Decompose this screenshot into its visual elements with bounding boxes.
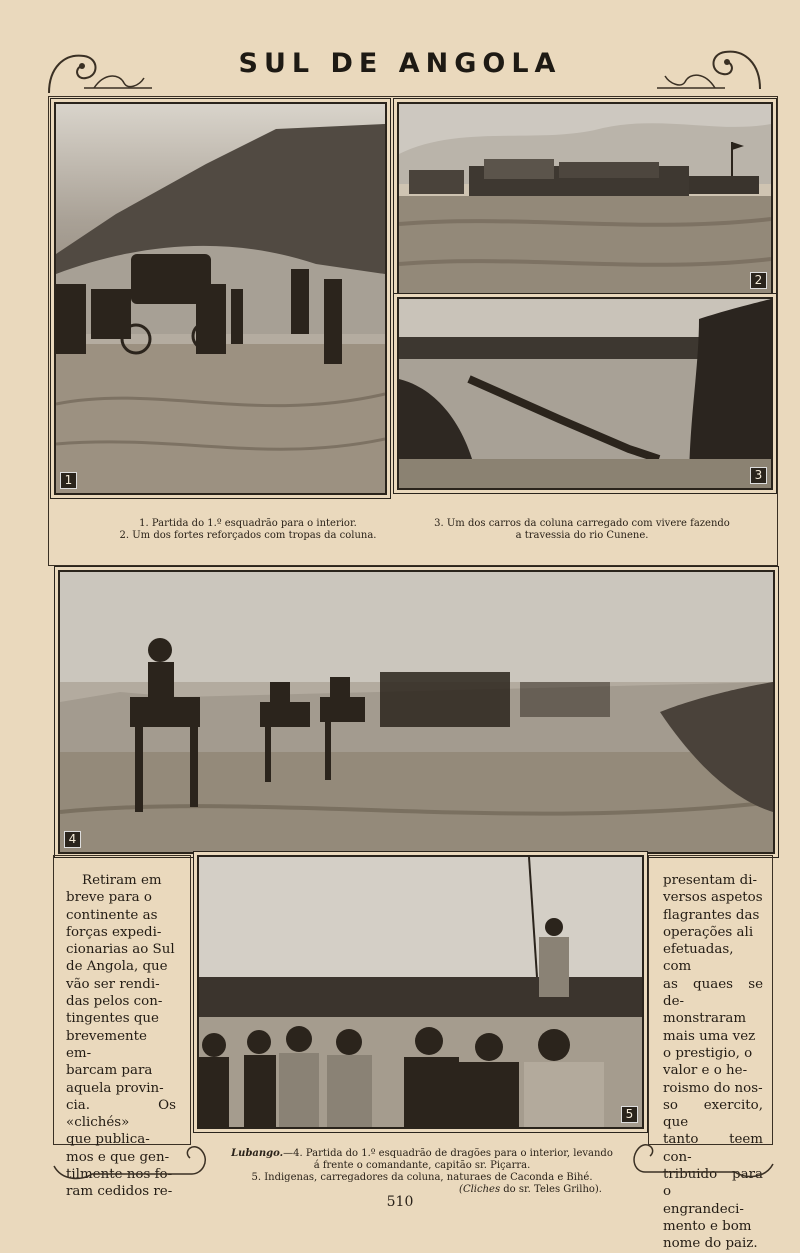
article-line: tingentes que <box>66 1011 159 1027</box>
article-line: continente as <box>66 907 158 923</box>
article-line: efetuadas, com <box>663 942 734 975</box>
right-scroll-ornament-icon <box>655 44 765 94</box>
article-line: forças expedi- <box>66 924 162 940</box>
caption-5-text: 5. Indigenas, carregadores da coluna, naturaes de Caconda e Bihé. <box>251 1172 593 1183</box>
photo-4 <box>58 570 775 854</box>
caption-4-line2: á frente o comandante, capitão sr. Piçarra. <box>313 1160 531 1171</box>
article-line: vão ser rendi- <box>66 976 160 992</box>
article-line: Retiram em <box>82 873 162 888</box>
article-line: tilmente nos fo- <box>66 1167 173 1183</box>
article-line: brevemente em- <box>66 1028 147 1061</box>
photo-2-number: 2 <box>750 272 767 289</box>
article-line: engrandeci- <box>663 1201 744 1217</box>
article-line: so exercito, que <box>663 1097 763 1131</box>
article-line: roismo do nos- <box>663 1080 763 1096</box>
photo-5 <box>197 855 644 1129</box>
page-number: 510 <box>386 1194 414 1210</box>
cavalry-squadron-photo-icon <box>60 572 773 852</box>
article-line: valor e o he- <box>663 1063 748 1079</box>
article-line: barcam para <box>66 1063 153 1079</box>
fort-photo-icon <box>399 104 771 293</box>
bottom-left-ornament-icon <box>52 1136 212 1186</box>
article-line: mais uma vez <box>663 1028 756 1044</box>
photo-3 <box>397 297 773 490</box>
article-line: versos aspetos <box>663 890 763 906</box>
article-line: o prestigio, o <box>663 1045 753 1061</box>
native-carriers-photo-icon <box>199 857 642 1127</box>
article-line: das pelos con- <box>66 994 163 1010</box>
article-line: ram cedidos re- <box>66 1184 173 1200</box>
photo-3-number: 3 <box>750 467 767 484</box>
article-line: tanto teem con- <box>663 1132 763 1165</box>
caption-4-text: —4. Partida do 1.º esquadrão de dragões para o interior, levando <box>283 1148 613 1159</box>
caption-4-line1 <box>212 1148 632 1160</box>
photo-1-number: 1 <box>60 472 77 489</box>
photo-2 <box>397 102 773 295</box>
left-scroll-ornament-icon <box>44 48 154 98</box>
caption-bottom <box>212 1148 632 1196</box>
caption-top-right <box>410 518 754 542</box>
bottom-right-ornament-icon <box>630 1134 775 1184</box>
photo-5-number: 5 <box>621 1106 638 1123</box>
article-line: de Angola, que <box>66 959 168 975</box>
caption-place: Lubango. <box>231 1148 284 1159</box>
article-line: breve para o <box>66 890 152 906</box>
article-line: monstraram <box>663 1011 747 1027</box>
photo-1 <box>54 102 387 495</box>
article-line: mos e que gen- <box>66 1149 170 1165</box>
article-line: mento e bom <box>663 1218 752 1234</box>
article-line: que publica- <box>66 1132 150 1148</box>
photo-4-number: 4 <box>64 831 81 848</box>
article-line: as quaes se de- <box>663 976 763 1010</box>
article-line: flagrantes das <box>663 907 760 923</box>
caption-3-line2: a travessia do rio Cunene. <box>515 530 649 541</box>
credit-italic: (Cliches <box>459 1184 501 1195</box>
article-line: aquela provin- <box>66 1080 164 1096</box>
article-line: nome do paiz. <box>663 1236 758 1252</box>
page-title: SUL DE ANGOLA <box>238 48 562 79</box>
article-line: cionarias ao Sul <box>66 942 175 958</box>
caption-1-text: 1. Partida do 1.º esquadrão para o interior. <box>139 518 357 529</box>
credit-text: do sr. Teles Grilho). <box>500 1184 602 1195</box>
wagon-column-photo-icon <box>56 104 385 493</box>
article-line: presentam di- <box>663 873 758 888</box>
caption-3-line1: 3. Um dos carros da coluna carregado com vivere fazendo <box>434 518 730 529</box>
caption-top-left <box>92 518 404 542</box>
river-crossing-photo-icon <box>399 299 771 488</box>
article-line: tribuido para o <box>663 1167 763 1200</box>
caption-2-text: 2. Um dos fortes reforçados com tropas da coluna. <box>119 530 377 541</box>
article-line: cia. Os «clichés» <box>66 1097 176 1131</box>
article-line: operações ali <box>663 924 754 940</box>
